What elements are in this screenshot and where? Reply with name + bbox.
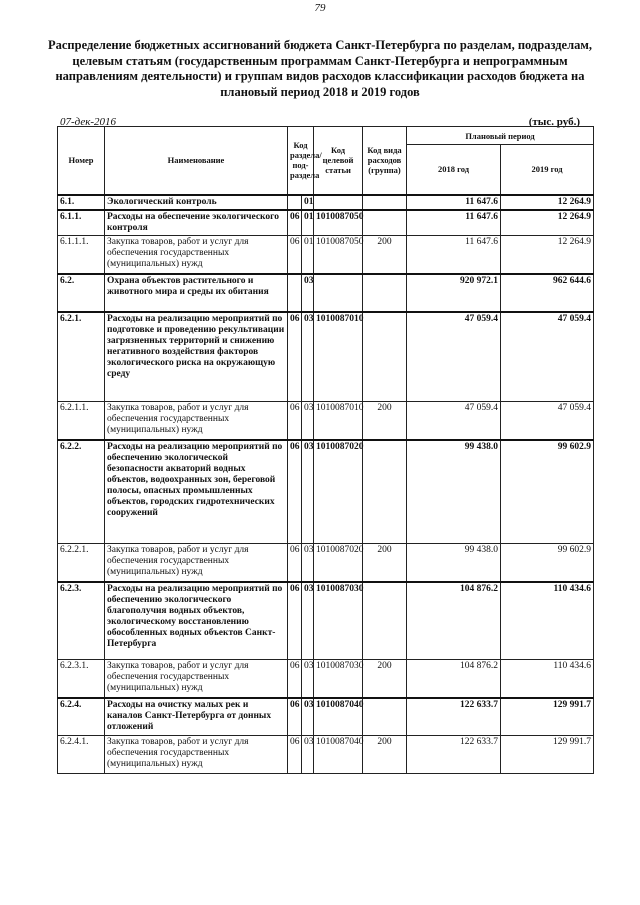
- row-number: 6.1.: [58, 195, 105, 210]
- table-row: [58, 210, 594, 236]
- row-subsection-code: 01: [302, 236, 314, 274]
- row-target-article-code: [314, 274, 363, 312]
- row-number: 6.1.1.: [58, 210, 105, 236]
- row-target-article-code: 1010087040: [314, 736, 363, 774]
- row-section-code: 06: [288, 402, 302, 440]
- table-row: [58, 582, 594, 660]
- header-name: Наименование: [105, 127, 288, 195]
- row-amount-2018: 122 633.7: [407, 736, 501, 774]
- row-amount-2019: 962 644.6: [501, 274, 594, 312]
- table-row: [58, 402, 594, 440]
- row-number: 6.2.1.: [58, 312, 105, 402]
- row-expense-type-code: 200: [363, 736, 407, 774]
- row-amount-2019: 12 264.9: [501, 210, 594, 236]
- row-number: 6.2.1.1.: [58, 402, 105, 440]
- row-amount-2018: 122 633.7: [407, 698, 501, 736]
- table-row: [58, 274, 594, 312]
- header-vr: Код вида расходов (группа): [363, 127, 407, 195]
- row-target-article-code: 1010087050: [314, 236, 363, 274]
- row-amount-2018: 104 876.2: [407, 582, 501, 660]
- header-planned-period: Плановый период: [407, 127, 594, 145]
- row-amount-2019: 99 602.9: [501, 440, 594, 544]
- row-subsection-code: 03: [302, 544, 314, 582]
- row-target-article-code: 1010087040: [314, 698, 363, 736]
- page-number: 79: [314, 2, 326, 14]
- row-target-article-code: 1010087030: [314, 582, 363, 660]
- row-subsection-code: 03: [302, 582, 314, 660]
- row-target-article-code: [314, 195, 363, 210]
- row-target-article-code: 1010087030: [314, 660, 363, 698]
- table-body: [58, 195, 594, 774]
- row-subsection-code: 03: [302, 660, 314, 698]
- row-amount-2018: 99 438.0: [407, 440, 501, 544]
- row-target-article-code: 1010087010: [314, 312, 363, 402]
- row-expense-type-code: [363, 195, 407, 210]
- row-target-article-code: 1010087020: [314, 544, 363, 582]
- row-expense-type-code: [363, 210, 407, 236]
- table-row: [58, 195, 594, 210]
- row-section-code: 06: [288, 698, 302, 736]
- row-section-code: [288, 274, 302, 312]
- row-amount-2018: 47 059.4: [407, 312, 501, 402]
- row-amount-2019: 47 059.4: [501, 312, 594, 402]
- row-name: Охрана объектов растительного и животного мира и среды их обитания: [105, 274, 288, 312]
- row-amount-2019: 110 434.6: [501, 660, 594, 698]
- row-target-article-code: 1010087050: [314, 210, 363, 236]
- row-expense-type-code: [363, 312, 407, 402]
- row-section-code: 06: [288, 544, 302, 582]
- row-amount-2018: 99 438.0: [407, 544, 501, 582]
- row-amount-2019: 99 602.9: [501, 544, 594, 582]
- document-date: 07-дек-2016: [60, 116, 117, 128]
- row-name: Закупка товаров, работ и услуг для обеспечения государственных (муниципальных) нужд: [105, 736, 288, 774]
- row-expense-type-code: 200: [363, 544, 407, 582]
- row-amount-2018: 11 647.6: [407, 195, 501, 210]
- row-expense-type-code: [363, 274, 407, 312]
- row-amount-2018: 47 059.4: [407, 402, 501, 440]
- row-expense-type-code: 200: [363, 660, 407, 698]
- row-name: Закупка товаров, работ и услуг для обеспечения государственных (муниципальных) нужд: [105, 236, 288, 274]
- row-subsection-code: 03: [302, 402, 314, 440]
- row-target-article-code: 1010087010: [314, 402, 363, 440]
- row-expense-type-code: 200: [363, 236, 407, 274]
- row-section-code: [288, 195, 302, 210]
- row-section-code: 06: [288, 210, 302, 236]
- row-name: Расходы на реализацию мероприятий по обеспечению экологической безопасности акваторий водных объектов, водоохранных зон, береговой полосы, опасных промышленных объектов, городских гидротехнических сооружений: [105, 440, 288, 544]
- table-row: [58, 660, 594, 698]
- table-row: [58, 544, 594, 582]
- row-subsection-code: 01: [302, 195, 314, 210]
- row-subsection-code: 03: [302, 312, 314, 402]
- row-subsection-code: 03: [302, 440, 314, 544]
- row-section-code: 06: [288, 582, 302, 660]
- row-number: 6.2.4.: [58, 698, 105, 736]
- row-name: Экологический контроль: [105, 195, 288, 210]
- table-row: [58, 312, 594, 402]
- row-amount-2018: 920 972.1: [407, 274, 501, 312]
- row-amount-2019: 110 434.6: [501, 582, 594, 660]
- row-amount-2019: 47 059.4: [501, 402, 594, 440]
- row-subsection-code: 03: [302, 698, 314, 736]
- row-subsection-code: 01: [302, 210, 314, 236]
- row-section-code: 06: [288, 440, 302, 544]
- table-row: [58, 440, 594, 544]
- row-expense-type-code: 200: [363, 402, 407, 440]
- row-name: Закупка товаров, работ и услуг для обеспечения государственных (муниципальных) нужд: [105, 544, 288, 582]
- row-number: 6.2.4.1.: [58, 736, 105, 774]
- row-subsection-code: 03: [302, 274, 314, 312]
- row-expense-type-code: [363, 582, 407, 660]
- row-section-code: 06: [288, 236, 302, 274]
- row-name: Расходы на реализацию мероприятий по подготовке и проведению рекультивации загрязненных территорий и снижению негативного воздействия факторов экологического риска на окружающую среду: [105, 312, 288, 402]
- row-number: 6.2.2.1.: [58, 544, 105, 582]
- row-section-code: 06: [288, 736, 302, 774]
- document-title: Распределение бюджетных ассигнований бюджета Санкт-Петербурга по разделам, подразделам, целевым статьям (государственным программам Санкт-Петербурга и непрограммным направлениям деятельности) и группам видов расходов классификации расходов бюджета на плановый период 2018 и 2019 годов: [47, 38, 593, 99]
- table-row: [58, 736, 594, 774]
- header-section: Код раздела/ под-раздела: [288, 127, 314, 195]
- row-section-code: 06: [288, 660, 302, 698]
- row-amount-2019: 12 264.9: [501, 236, 594, 274]
- row-amount-2018: 11 647.6: [407, 236, 501, 274]
- table-row: [58, 236, 594, 274]
- row-amount-2018: 104 876.2: [407, 660, 501, 698]
- header-2018: 2018 год: [407, 145, 501, 195]
- row-number: 6.2.3.: [58, 582, 105, 660]
- row-name: Расходы на очистку малых рек и каналов Санкт-Петербурга от донных отложений: [105, 698, 288, 736]
- row-target-article-code: 1010087020: [314, 440, 363, 544]
- row-name: Закупка товаров, работ и услуг для обеспечения государственных (муниципальных) нужд: [105, 660, 288, 698]
- row-subsection-code: 03: [302, 736, 314, 774]
- header-number: Номер: [58, 127, 105, 195]
- row-number: 6.2.2.: [58, 440, 105, 544]
- row-amount-2019: 129 991.7: [501, 736, 594, 774]
- row-expense-type-code: [363, 440, 407, 544]
- row-name: Закупка товаров, работ и услуг для обеспечения государственных (муниципальных) нужд: [105, 402, 288, 440]
- header-2019: 2019 год: [501, 145, 594, 195]
- row-amount-2018: 11 647.6: [407, 210, 501, 236]
- row-number: 6.1.1.1.: [58, 236, 105, 274]
- units-label: (тыс. руб.): [528, 116, 580, 128]
- budget-table: [57, 126, 594, 774]
- row-amount-2019: 129 991.7: [501, 698, 594, 736]
- row-number: 6.2.3.1.: [58, 660, 105, 698]
- row-number: 6.2.: [58, 274, 105, 312]
- row-section-code: 06: [288, 312, 302, 402]
- row-expense-type-code: [363, 698, 407, 736]
- row-amount-2019: 12 264.9: [501, 195, 594, 210]
- row-name: Расходы на обеспечение экологического контроля: [105, 210, 288, 236]
- header-csr: Код целевой статьи: [314, 127, 363, 195]
- row-name: Расходы на реализацию мероприятий по обеспечению экологического благополучия водных объектов, экологическому восстановлению обособленных водных объектов Санкт-Петербурга: [105, 582, 288, 660]
- table-row: [58, 698, 594, 736]
